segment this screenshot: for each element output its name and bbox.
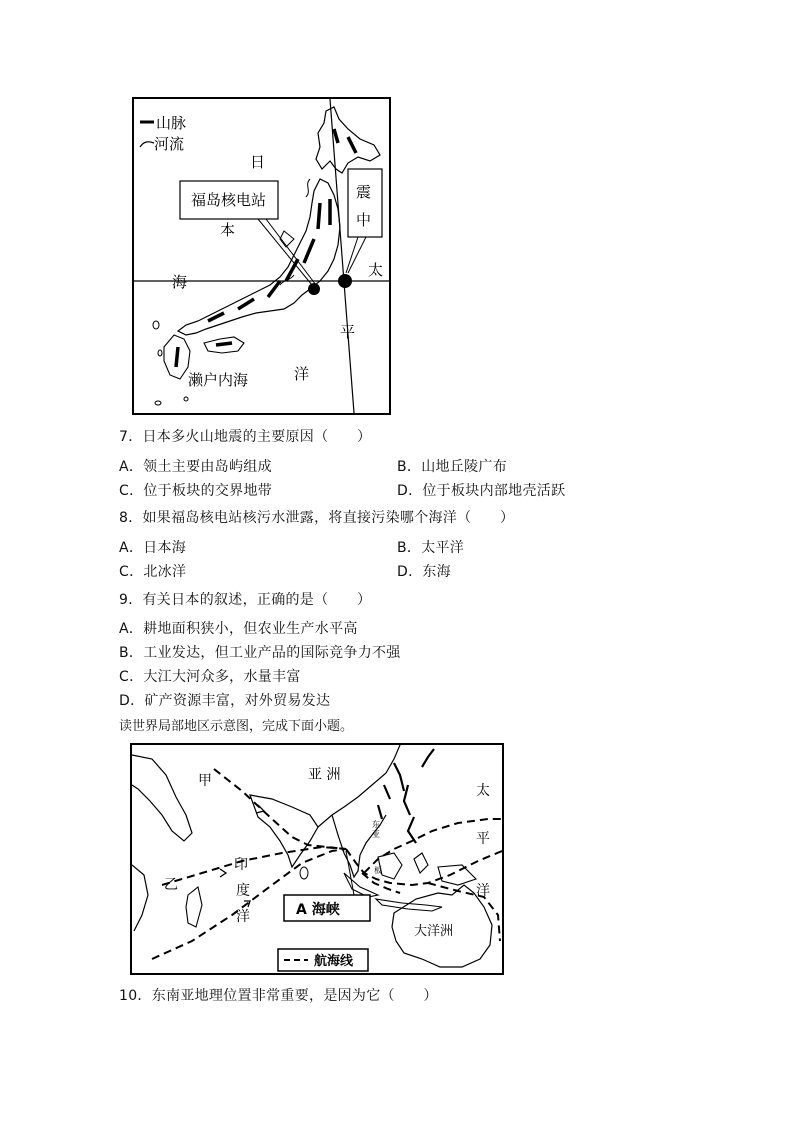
location-jia: 甲 (198, 773, 212, 789)
oceania-label: 大洋洲 (414, 924, 454, 939)
indian-ocean-char-3: 洋 (236, 909, 250, 925)
q7-stem: 7．日本多火山地震的主要原因（ ） (119, 429, 372, 445)
small-label-1: 东 (372, 820, 380, 829)
q9-stem: 9．有关日本的叙述，正确的是（ ） (119, 592, 372, 608)
sea-of-japan-char-1: 日 (250, 153, 266, 171)
q9-option-b[interactable]: B．工业发达，但工业产品的国际竞争力不强 (119, 645, 401, 661)
q7-option-b[interactable]: B．山地丘陵广布 (397, 459, 508, 475)
southeast-asia-map (130, 743, 504, 975)
asia-label: 亚 洲 (308, 767, 341, 783)
location-yi: 乙 (164, 877, 178, 893)
sea-of-japan-char-3: 海 (172, 273, 188, 291)
fukushima-plant-label: 福岛核电站 (191, 191, 267, 209)
pacific-char-3: 洋 (294, 365, 310, 383)
pacific2-char-3: 洋 (476, 883, 490, 899)
q9-option-a[interactable]: A．耕地面积狭小，但农业生产水平高 (119, 621, 358, 637)
sea-of-japan-char-2: 本 (220, 221, 236, 239)
section-intro: 读世界局部地区示意图，完成下面小题。 (119, 719, 354, 734)
q7-option-d[interactable]: D．位于板块内部地壳活跃 (397, 483, 566, 499)
q8-stem: 8．如果福岛核电站核污水泄露，将直接污染哪个海洋（ ） (119, 510, 515, 526)
epicenter-char-2: 中 (356, 211, 372, 229)
japan-map (132, 97, 391, 415)
q8-option-b[interactable]: B．太平洋 (397, 540, 465, 556)
pacific2-char-2: 平 (476, 831, 490, 847)
indian-ocean-char-2: 度 (236, 883, 250, 899)
pacific2-char-1: 太 (476, 783, 490, 799)
small-label-2: 亚 (372, 830, 380, 839)
southeast-asia-map-drawing (132, 745, 502, 973)
pacific-char-2: 平 (340, 323, 356, 341)
q8-option-a[interactable]: A．日本海 (119, 540, 187, 556)
q9-option-d[interactable]: D．矿产资源丰富，对外贸易发达 (119, 693, 331, 709)
epicenter-char-1: 震 (356, 183, 372, 201)
route-legend-label: 航海线 (314, 954, 354, 969)
q8-option-d[interactable]: D．东海 (397, 564, 451, 580)
q7-option-c[interactable]: C．位于板块的交界地带 (119, 483, 273, 499)
legend-river-label: 河流 (154, 135, 185, 153)
japan-map-drawing (134, 99, 389, 413)
strait-a-label: A 海峡 (296, 902, 340, 918)
q9-option-c[interactable]: C．大江大河众多，水量丰富 (119, 669, 301, 685)
q8-option-c[interactable]: C．北冰洋 (119, 564, 187, 580)
fukushima-plant-marker (308, 283, 320, 295)
q7-option-a[interactable]: A．领土主要由岛屿组成 (119, 459, 272, 475)
small-label-3: 板 (374, 866, 382, 875)
q10-stem: 10．东南亚地理位置非常重要，是因为它（ ） (119, 988, 438, 1004)
epicenter-marker (338, 274, 352, 288)
legend-mountain-label: 山脉 (156, 114, 187, 132)
inland-sea-label: 濑户内海 (188, 371, 249, 389)
indian-ocean-char-1: 印 (234, 857, 248, 873)
pacific-char-1: 太 (368, 261, 384, 279)
